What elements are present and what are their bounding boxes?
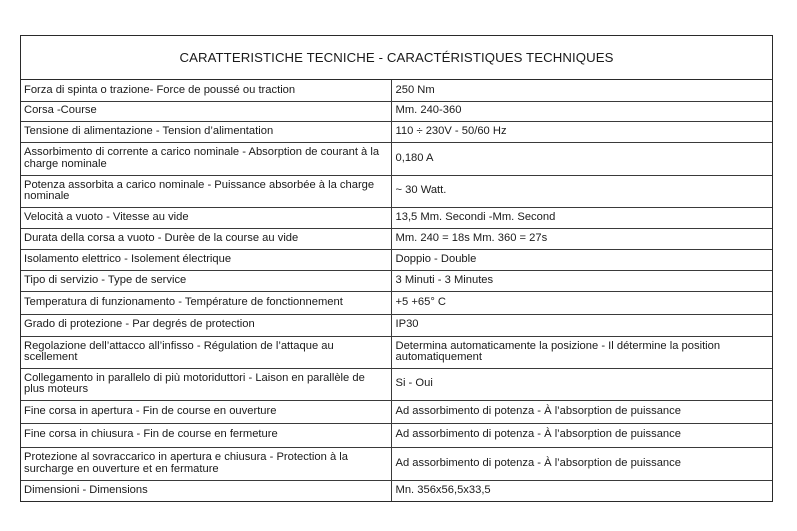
spec-row bbox=[21, 207, 772, 228]
spec-label: Fine corsa in apertura - Fin de course en ouverture bbox=[21, 400, 391, 423]
spec-value: Determina automaticamente la posizione - Il détermine la position automatiquement bbox=[391, 336, 772, 368]
spec-row bbox=[21, 80, 772, 101]
spec-label: Grado di protezione - Par degrés de protection bbox=[21, 314, 391, 336]
spec-label: Corsa -Course bbox=[21, 101, 391, 121]
spec-label: Potenza assorbita a carico nominale - Puissance absorbée à la charge nominale bbox=[21, 175, 391, 207]
spec-label: Isolamento elettrico - Isolement électrique bbox=[21, 249, 391, 270]
spec-row bbox=[21, 291, 772, 314]
spec-label: Temperatura di funzionamento - Température de fonctionnement bbox=[21, 291, 391, 314]
spec-label: Tipo di servizio - Type de service bbox=[21, 270, 391, 291]
spec-row bbox=[21, 447, 772, 480]
spec-row bbox=[21, 368, 772, 400]
spec-label: Durata della corsa a vuoto - Durèe de la course au vide bbox=[21, 228, 391, 249]
spec-value: Ad assorbimento di potenza - À l’absorption de puissance bbox=[391, 423, 772, 447]
spec-row bbox=[21, 101, 772, 121]
spec-value: 250 Nm bbox=[395, 83, 435, 96]
spec-value: Mm. 240-360 bbox=[391, 101, 772, 121]
spec-label: Assorbimento di corrente a carico nominale - Absorption de courant à la charge nominale bbox=[21, 142, 391, 175]
spec-row bbox=[21, 400, 772, 423]
spec-label: Protezione al sovraccarico in apertura e chiusura - Protection à la surcharge en ouverture et en fermature bbox=[21, 447, 391, 480]
spec-value: Mn. 356x56,5x33,5 bbox=[391, 480, 772, 501]
spec-value: 110 ÷ 230V - 50/60 Hz bbox=[391, 121, 772, 142]
spec-value: +5 +65° C bbox=[391, 291, 772, 314]
spec-label: Forza di spinta o trazione- Force de poussé ou traction bbox=[21, 80, 391, 101]
spec-row bbox=[21, 270, 772, 291]
spec-row bbox=[21, 314, 772, 336]
spec-row bbox=[21, 336, 772, 368]
spec-row bbox=[21, 423, 772, 447]
spec-value: Ad assorbimento di potenza - À l’absorption de puissance bbox=[391, 447, 772, 480]
spec-value: 0,180 A bbox=[391, 142, 772, 175]
spec-row bbox=[21, 228, 772, 249]
spec-label: Dimensioni - Dimensions bbox=[21, 480, 391, 501]
spec-label: Velocità a vuoto - Vitesse au vide bbox=[21, 207, 391, 228]
spec-label: Collegamento in parallelo di più motoriduttori - Laison en parallèle de plus moteurs bbox=[21, 368, 391, 400]
spec-label: Fine corsa in chiusura - Fin de course en fermeture bbox=[21, 423, 391, 447]
spec-table bbox=[21, 80, 772, 501]
spec-value: 3 Minuti - 3 Minutes bbox=[391, 270, 772, 291]
spec-row bbox=[21, 249, 772, 270]
spec-value: ~ 30 Watt. bbox=[391, 175, 772, 207]
spec-label: Tensione di alimentazione - Tension d’alimentation bbox=[21, 121, 391, 142]
spec-value: Doppio - Double bbox=[391, 249, 772, 270]
spec-sheet bbox=[20, 35, 773, 502]
sheet-title: CARATTERISTICHE TECNICHE - CARACTÉRISTIQUES TECHNIQUES bbox=[21, 36, 772, 80]
spec-row bbox=[21, 121, 772, 142]
spec-value: Si - Oui bbox=[391, 368, 772, 400]
spec-row bbox=[21, 175, 772, 207]
spec-row bbox=[21, 142, 772, 175]
spec-value: 13,5 Mm. Secondi -Mm. Second bbox=[391, 207, 772, 228]
spec-value: IP30 bbox=[391, 314, 772, 336]
spec-row bbox=[21, 480, 772, 501]
spec-label: Regolazione dell’attacco all’infisso - Régulation de l’attaque au scellement bbox=[21, 336, 391, 368]
spec-value: Ad assorbimento di potenza - À l’absorption de puissance bbox=[391, 400, 772, 423]
spec-value: Mm. 240 = 18s Mm. 360 = 27s bbox=[391, 228, 772, 249]
